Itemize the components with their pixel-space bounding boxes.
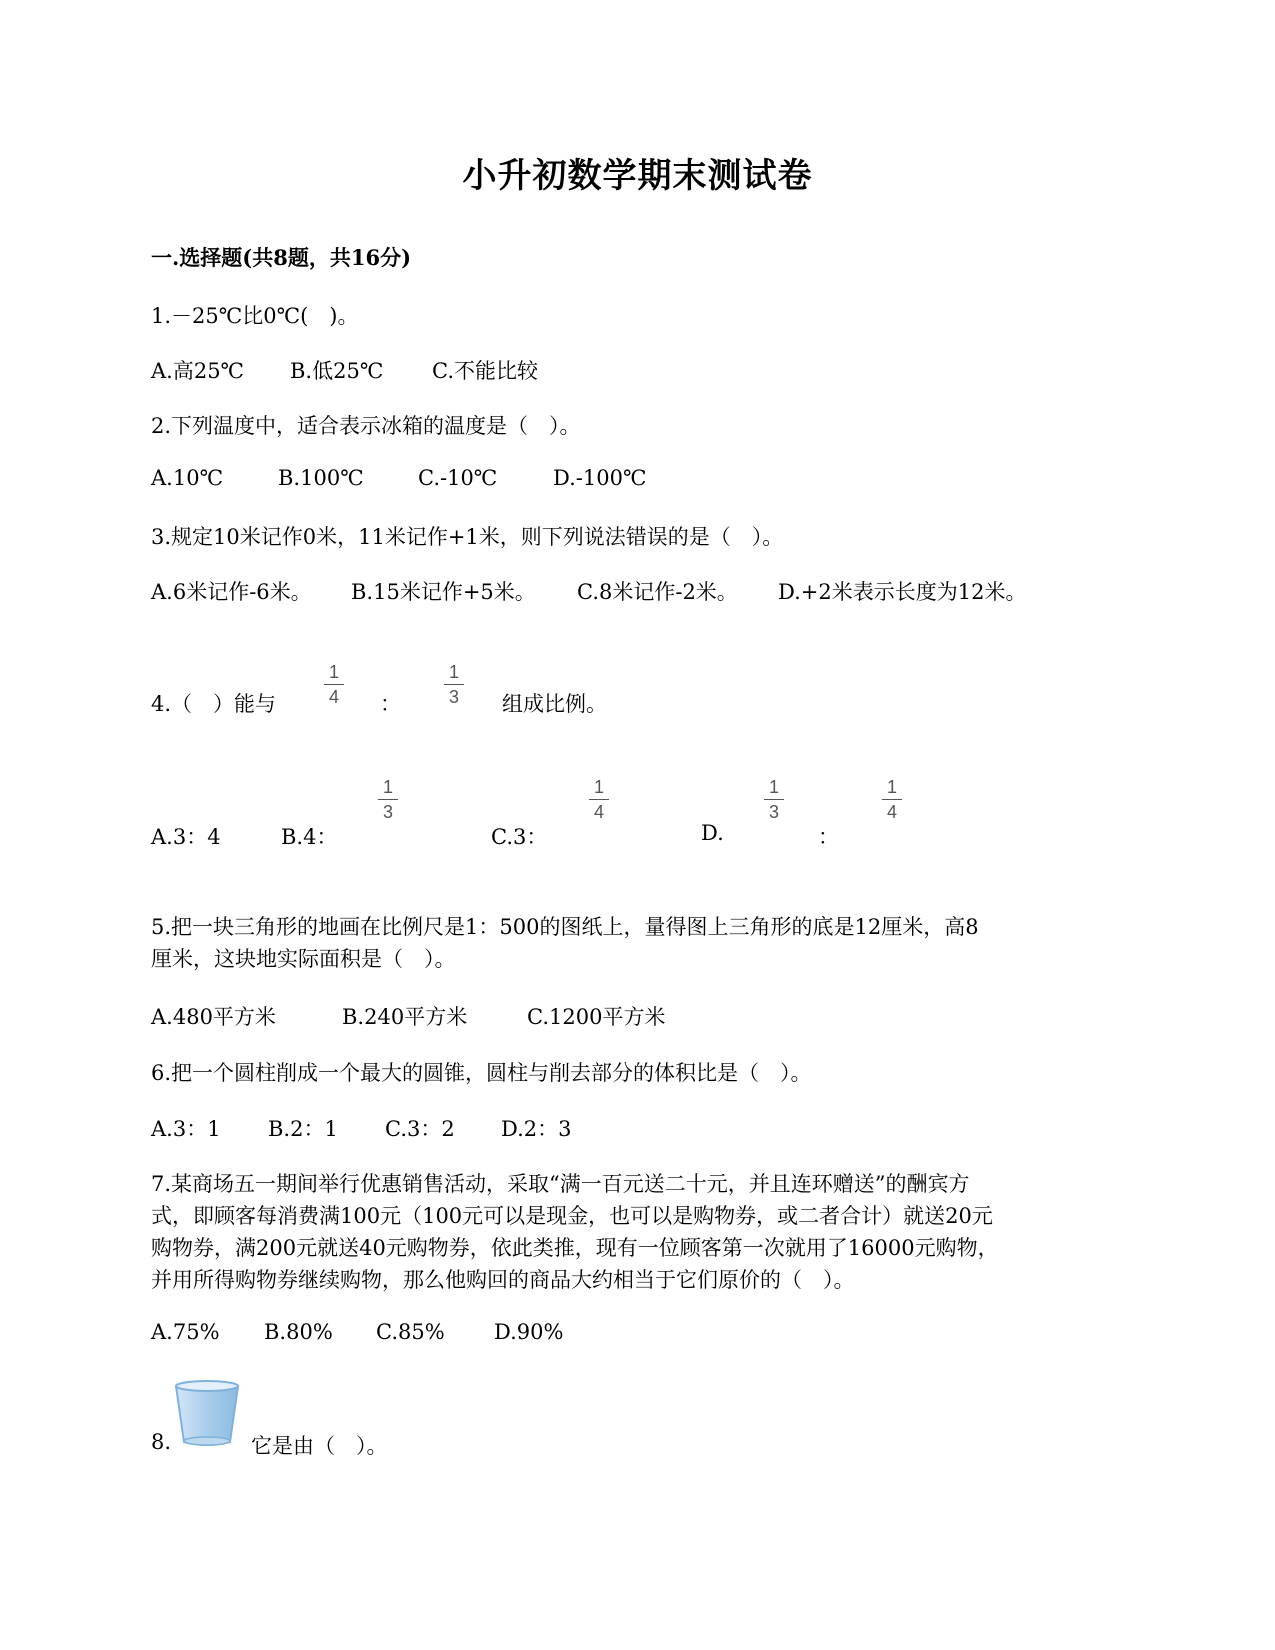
question-2-option-d: D.-100℃ bbox=[553, 466, 647, 490]
question-4-option-d-fraction-1 bbox=[763, 777, 785, 822]
fraction-numerator: 1 bbox=[328, 662, 339, 682]
fraction-numerator: 1 bbox=[886, 777, 897, 797]
question-4-option-b: B.4： bbox=[281, 825, 338, 849]
question-7-option-b: B.80% bbox=[264, 1320, 333, 1344]
question-2-option-a: A.10℃ bbox=[151, 466, 224, 490]
question-5-option-b: B.240平方米 bbox=[342, 1005, 468, 1029]
fraction-bar bbox=[589, 799, 609, 800]
fraction-bar bbox=[444, 684, 464, 685]
question-4-colon: ： bbox=[380, 692, 401, 716]
fraction-numerator: 1 bbox=[448, 662, 459, 682]
question-7-option-c: C.85% bbox=[376, 1320, 445, 1344]
question-4-fraction-2 bbox=[443, 662, 465, 707]
question-6-option-b: B.2：1 bbox=[268, 1117, 338, 1141]
question-1-stem: 1.－25℃比0℃( )。 bbox=[151, 304, 359, 328]
question-6-option-c: C.3：2 bbox=[385, 1117, 455, 1141]
question-5-stem-line-1: 5.把一块三角形的地画在比例尺是1：500的图纸上，量得图上三角形的底是12厘米，高8 bbox=[151, 915, 979, 939]
fraction-bar bbox=[764, 799, 784, 800]
question-4-option-d-fraction-2 bbox=[881, 777, 903, 822]
fraction-denominator: 4 bbox=[886, 802, 897, 822]
question-6-stem: 6.把一个圆柱削成一个最大的圆锥，圆柱与削去部分的体积比是（ ）。 bbox=[151, 1061, 812, 1085]
question-1-option-c: C.不能比较 bbox=[432, 359, 538, 383]
fraction-numerator: 1 bbox=[593, 777, 604, 797]
question-7-option-a: A.75% bbox=[151, 1320, 220, 1344]
fraction-denominator: 4 bbox=[593, 802, 604, 822]
fraction-denominator: 3 bbox=[768, 802, 779, 822]
question-4-option-c: C.3： bbox=[491, 825, 548, 849]
fraction-denominator: 4 bbox=[328, 687, 339, 707]
question-6-option-d: D.2：3 bbox=[501, 1117, 572, 1141]
question-2-stem: 2.下列温度中，适合表示冰箱的温度是（ ）。 bbox=[151, 414, 581, 438]
question-4-stem-prefix: 4.（ ）能与 bbox=[151, 692, 277, 716]
question-8-stem-prefix: 8. bbox=[151, 1430, 172, 1454]
question-2-option-c: C.-10℃ bbox=[418, 466, 498, 490]
fraction-denominator: 3 bbox=[448, 687, 459, 707]
question-3-option-b: B.15米记作+5米。 bbox=[351, 580, 536, 604]
question-5-stem-line-2: 厘米，这块地实际面积是（ ）。 bbox=[151, 947, 456, 971]
question-3-option-d: D.+2米表示长度为12米。 bbox=[778, 580, 1027, 604]
question-1-option-b: B.低25℃ bbox=[290, 359, 384, 383]
question-7-stem-line-4: 并用所得购物券继续购物，那么他购回的商品大约相当于它们原价的（ ）。 bbox=[151, 1268, 855, 1292]
fraction-bar bbox=[324, 684, 344, 685]
fraction-numerator: 1 bbox=[768, 777, 779, 797]
question-3-option-c: C.8米记作-2米。 bbox=[577, 580, 738, 604]
question-4-option-c-fraction bbox=[588, 777, 610, 822]
fraction-numerator: 1 bbox=[382, 777, 393, 797]
question-4-option-b-fraction bbox=[377, 777, 399, 822]
question-8-stem-suffix: 它是由（ ）。 bbox=[251, 1434, 388, 1458]
cup-icon bbox=[172, 1378, 242, 1450]
question-5-option-c: C.1200平方米 bbox=[527, 1005, 666, 1029]
question-7-stem-line-3: 购物券，满200元就送40元购物券，依此类推，现有一位顾客第一次就用了16000元购物， bbox=[151, 1236, 999, 1260]
fraction-bar bbox=[378, 799, 398, 800]
page-title: 小升初数学期末测试卷 bbox=[462, 156, 813, 196]
question-3-option-a: A.6米记作-6米。 bbox=[151, 580, 312, 604]
fraction-denominator: 3 bbox=[382, 802, 393, 822]
question-4-option-d-colon: ： bbox=[818, 825, 839, 849]
question-4-option-d: D. bbox=[701, 821, 724, 845]
question-4-option-a: A.3：4 bbox=[151, 825, 221, 849]
question-4-fraction-1 bbox=[323, 662, 345, 707]
question-7-stem-line-1: 7.某商场五一期间举行优惠销售活动，采取“满一百元送二十元，并且连环赠送”的酬宾方 bbox=[151, 1172, 970, 1196]
question-7-option-d: D.90% bbox=[494, 1320, 564, 1344]
question-5-option-a: A.480平方米 bbox=[151, 1005, 276, 1029]
section-heading: 一.选择题(共8题，共16分) bbox=[151, 245, 412, 270]
fraction-bar bbox=[882, 799, 902, 800]
question-2-option-b: B.100℃ bbox=[278, 466, 364, 490]
question-4-stem-suffix: 组成比例。 bbox=[502, 692, 607, 716]
question-6-option-a: A.3：1 bbox=[151, 1117, 221, 1141]
question-1-option-a: A.高25℃ bbox=[151, 359, 245, 383]
question-7-stem-line-2: 式，即顾客每消费满100元（100元可以是现金，也可以是购物券，或二者合计）就送20元 bbox=[151, 1204, 993, 1228]
question-3-stem: 3.规定10米记作0米，11米记作+1米，则下列说法错误的是（ ）。 bbox=[151, 525, 784, 549]
